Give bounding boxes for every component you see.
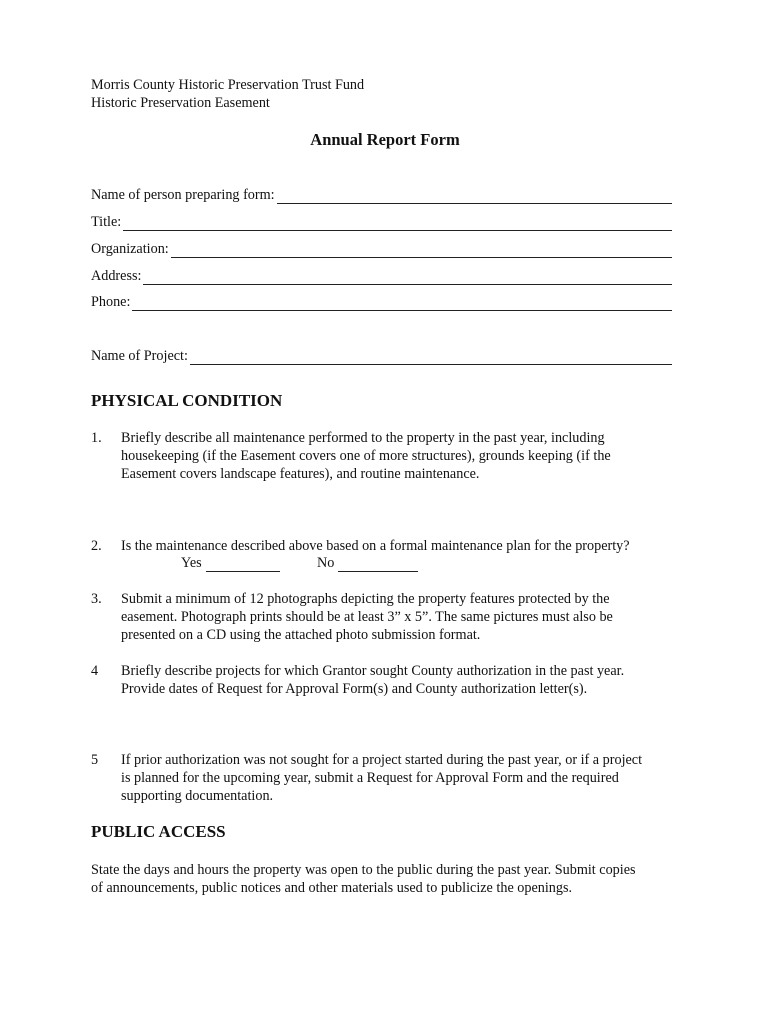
public-access-heading: PUBLIC ACCESS xyxy=(91,822,226,841)
form-title: Annual Report Form xyxy=(310,130,460,149)
public-access-text xyxy=(91,861,691,897)
item-2-text xyxy=(121,537,681,555)
address-field[interactable] xyxy=(91,267,672,285)
item-1-text xyxy=(121,429,681,483)
item-3-text xyxy=(121,590,681,644)
item-1-line-2: housekeeping (if the Easement covers one of more structures), grounds keeping (if the xyxy=(121,448,611,464)
item-4-number: 4 xyxy=(91,663,99,679)
organization-field[interactable] xyxy=(91,240,672,258)
title-label: Title: xyxy=(91,214,122,230)
item-4-text xyxy=(121,662,681,698)
item-1-line-3: Easement covers landscape features), and routine maintenance. xyxy=(121,466,480,482)
title-blank[interactable] xyxy=(123,217,672,231)
phone-field[interactable] xyxy=(91,293,672,311)
public-access-line-1: State the days and hours the property was open to the public during the past year. Submit copies xyxy=(91,862,636,878)
no-answer[interactable] xyxy=(317,554,418,572)
address-blank[interactable] xyxy=(143,271,672,285)
organization-blank[interactable] xyxy=(171,244,672,258)
address-label: Address: xyxy=(91,268,142,284)
item-3-line-1: Submit a minimum of 12 photographs depicting the property features protected by the xyxy=(121,591,610,607)
item-3-line-2: easement. Photograph prints should be at least 3” x 5”. The same pictures must also be xyxy=(121,609,613,625)
project-field[interactable] xyxy=(91,347,672,365)
item-3-line-3: presented on a CD using the attached photo submission format. xyxy=(121,627,481,643)
project-blank[interactable] xyxy=(190,351,672,365)
phone-label: Phone: xyxy=(91,294,131,310)
phone-blank[interactable] xyxy=(132,297,672,311)
item-2-number: 2. xyxy=(91,538,102,554)
public-access-line-2: of announcements, public notices and other materials used to publicize the openings. xyxy=(91,880,573,896)
yes-label: Yes xyxy=(181,555,202,571)
header-line-1: Morris County Historic Preservation Trust Fund xyxy=(91,77,365,93)
no-label: No xyxy=(317,555,335,571)
item-5-text xyxy=(121,751,681,805)
preparer-blank[interactable] xyxy=(277,190,672,204)
item-5-line-2: is planned for the upcoming year, submit a Request for Approval Form and the required xyxy=(121,770,619,786)
item-3-number: 3. xyxy=(91,591,102,607)
item-5-line-3: supporting documentation. xyxy=(121,788,274,804)
item-4-line-2: Provide dates of Request for Approval Form(s) and County authorization letter(s). xyxy=(121,681,588,697)
item-5-line-1: If prior authorization was not sought for a project started during the past year, or if a project xyxy=(121,752,643,768)
item-4-line-1: Briefly describe projects for which Grantor sought County authorization in the past year. xyxy=(121,663,625,679)
item-1-line-1: Briefly describe all maintenance performed to the property in the past year, including xyxy=(121,430,605,446)
organization-label: Organization: xyxy=(91,241,169,257)
header-line-2: Historic Preservation Easement xyxy=(91,95,270,111)
preparer-field[interactable] xyxy=(91,186,672,204)
physical-condition-heading: PHYSICAL CONDITION xyxy=(91,391,283,410)
yes-answer[interactable] xyxy=(181,554,280,572)
preparer-label: Name of person preparing form: xyxy=(91,187,275,203)
item-1-number: 1. xyxy=(91,430,102,446)
no-blank[interactable] xyxy=(338,558,418,572)
yes-blank[interactable] xyxy=(206,558,280,572)
title-field[interactable] xyxy=(91,213,672,231)
item-5-number: 5 xyxy=(91,752,99,768)
item-2-line-1: Is the maintenance described above based on a formal maintenance plan for the property? xyxy=(121,538,630,554)
project-label: Name of Project: xyxy=(91,348,188,364)
